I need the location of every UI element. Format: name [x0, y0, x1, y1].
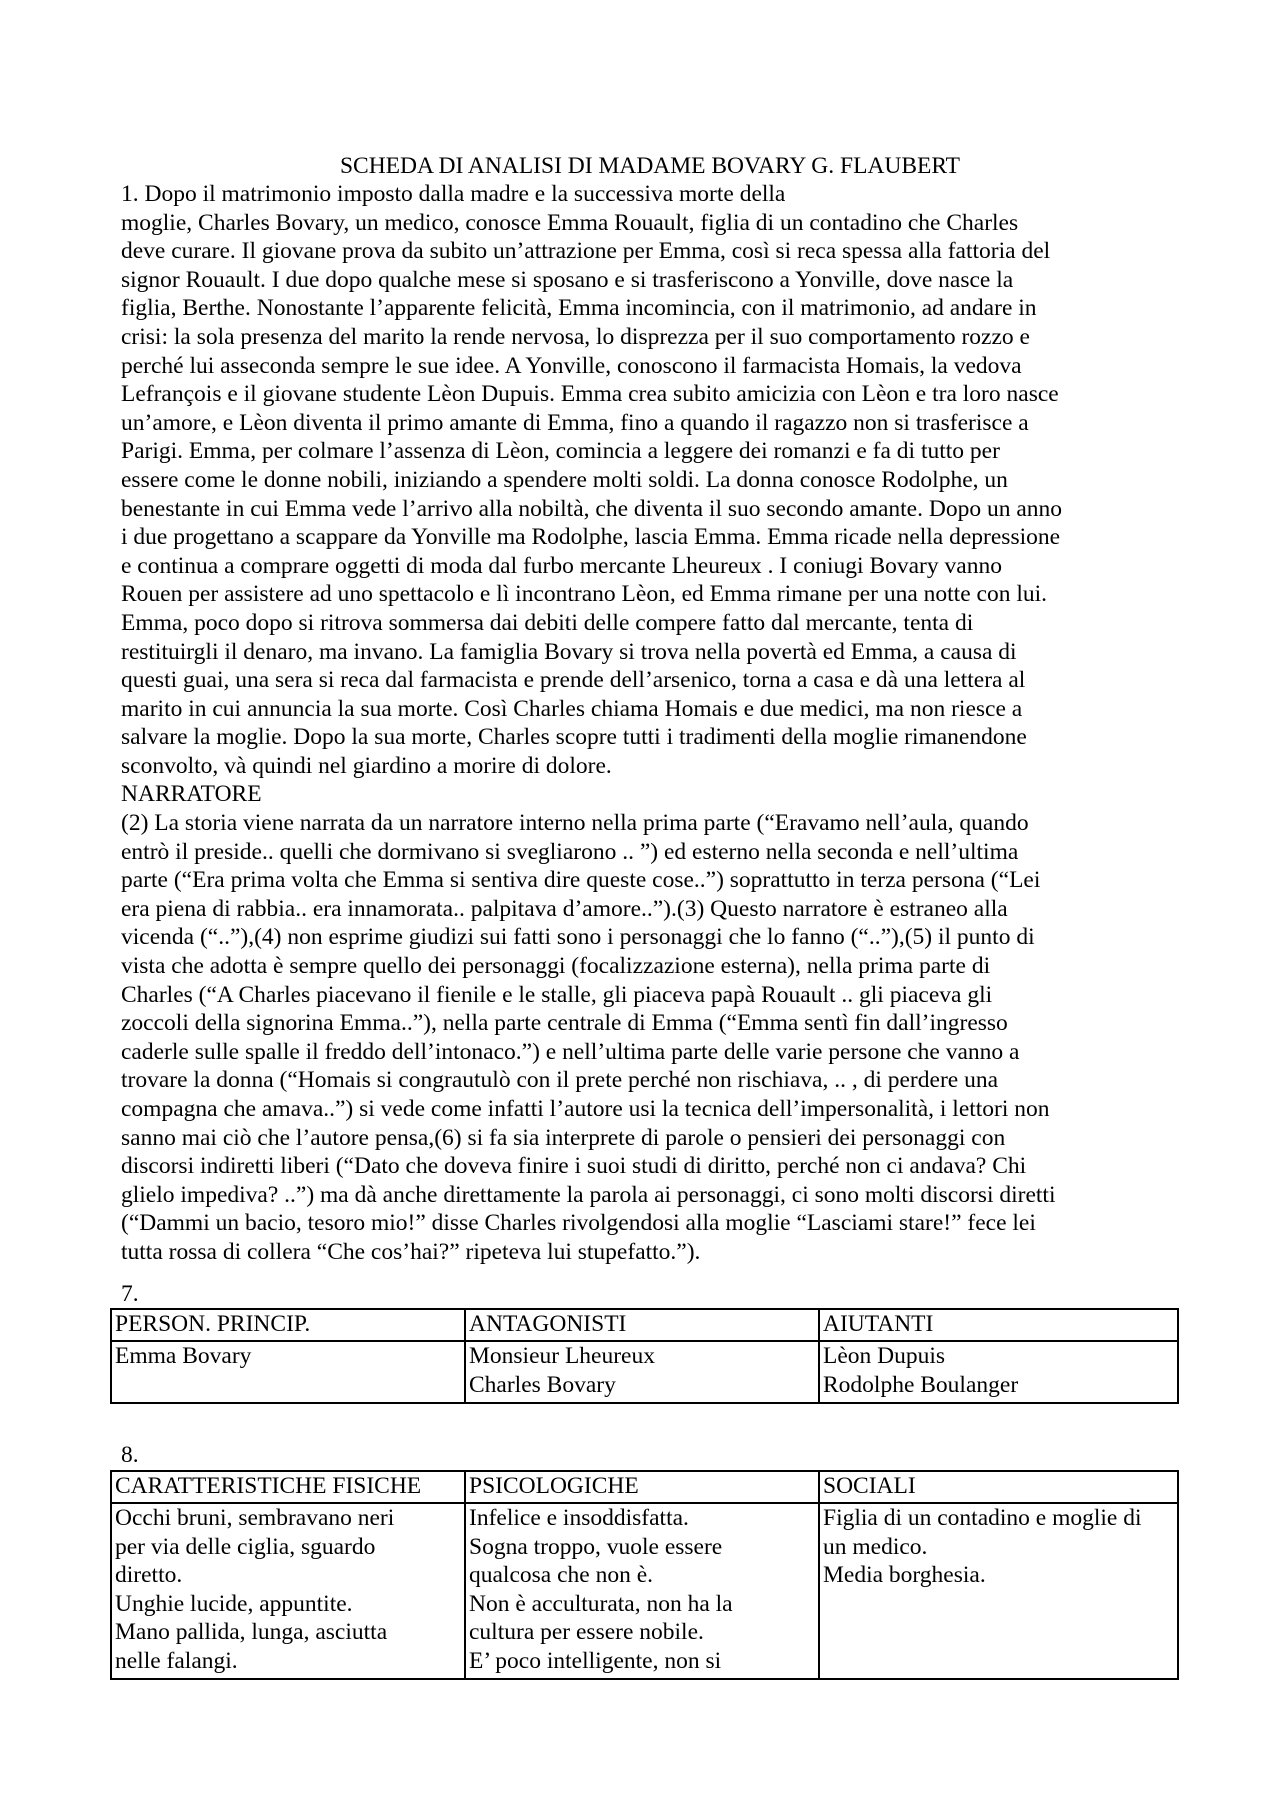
narrator-line: vicenda (“..”),(4) non esprime giudizi sui fatti sono i personaggi che lo fanno (“..”),(5) il punto di: [121, 924, 1035, 951]
summary-line: moglie, Charles Bovary, un medico, conosce Emma Rouault, figlia di un contadino che Charles: [121, 209, 1019, 236]
section-8-number: 8.: [121, 1442, 139, 1468]
table-header-row: [111, 1309, 1178, 1341]
summary-line: deve curare. Il giovane prova da subito un’attrazione per Emma, così si reca spessa alla fattoria del: [121, 238, 1051, 265]
narrator-line: era piena di rabbia.. era innamorata.. palpitava d’amore..”).(3) Questo narratore è estraneo alla: [121, 895, 1008, 922]
cell-text: Figlia di un contadino e moglie di: [823, 1505, 1142, 1531]
table-cell: [111, 1503, 465, 1679]
table-row: [111, 1503, 1178, 1679]
table-cell: [819, 1503, 1178, 1679]
document-body: [121, 180, 1171, 1267]
table-header-cell: ANTAGONISTI: [465, 1309, 819, 1341]
cell-text: Mano pallida, lunga, asciutta: [115, 1619, 388, 1646]
table-cell: [465, 1503, 819, 1679]
characters-table: [110, 1308, 1179, 1404]
narrator-line: trovare la donna (“Homais si congrautulò con il prete perché non rischiava, .. , di perdere una: [121, 1067, 999, 1094]
cell-text: Occhi bruni, sembravano neri: [115, 1505, 395, 1531]
summary-line: Lefrançois e il giovane studente Lèon Dupuis. Emma crea subito amicizia con Lèon e tra loro nasce: [121, 381, 1059, 408]
narrator-heading-text: NARRATORE: [121, 781, 262, 808]
cell-text: Lèon Dupuis: [823, 1343, 946, 1369]
cell-text: Unghie lucide, appuntite.: [115, 1590, 353, 1617]
narrator-line: zoccoli della signorina Emma..”), nella parte centrale di Emma (“Emma sentì fin dall’ingresso: [121, 1010, 1008, 1037]
narrator-paragraph: [121, 809, 1171, 1267]
summary-line: marito in cui annuncia la sua morte. Così Charles chiama Homais e due medici, ma non riesce a: [121, 695, 1023, 722]
table-cell: [819, 1341, 1178, 1403]
narrator-line: (2) La storia viene narrata da un narratore interno nella prima parte (“Eravamo nell’aula, quando: [121, 810, 1029, 837]
table-cell: [465, 1341, 819, 1403]
table-header-cell: PERSON. PRINCIP.: [111, 1309, 465, 1341]
document-title: SCHEDA DI ANALISI DI MADAME BOVARY G. FLAUBERT: [339, 153, 961, 179]
characteristics-table: [110, 1470, 1179, 1680]
cell-text: Rodolphe Boulanger: [823, 1371, 1019, 1398]
summary-line: perché lui asseconda sempre le sue idee. A Yonville, conoscono il farmacista Homais, la vedova: [121, 352, 1022, 379]
cell-text: Sogna troppo, vuole essere: [469, 1533, 723, 1560]
table-header-cell: PSICOLOGICHE: [465, 1471, 819, 1503]
table-header-cell: SOCIALI: [819, 1471, 1178, 1503]
table-cell: [111, 1341, 465, 1403]
narrator-heading: [121, 780, 1171, 809]
summary-line: questi guai, una sera si reca dal farmacista e prende dell’arsenico, torna a casa e dà una lettera al: [121, 667, 1026, 694]
cell-text: Infelice e insoddisfatta.: [469, 1505, 689, 1531]
summary-line: crisi: la sola presenza del marito la rende nervosa, lo disprezza per il suo comportamento rozzo e: [121, 323, 1030, 350]
summary-line: 1. Dopo il matrimonio imposto dalla madre e la successiva morte della: [121, 181, 786, 207]
cell-text: Charles Bovary: [469, 1371, 616, 1398]
summary-line: un’amore, e Lèon diventa il primo amante di Emma, fino a quando il ragazzo non si trasferisce a: [121, 409, 1029, 436]
section-7-number: 7.: [121, 1281, 139, 1307]
table-header-cell: AIUTANTI: [819, 1309, 1178, 1341]
cell-text: per via delle ciglia, sguardo: [115, 1533, 376, 1560]
cell-text: Media borghesia.: [823, 1562, 986, 1589]
narrator-line: entrò il preside.. quelli che dormivano si svegliarono .. ”) ed esterno nella seconda e nell’ultima: [121, 838, 1019, 865]
summary-line: essere come le donne nobili, iniziando a spendere molti soldi. La donna conosce Rodolphe, un: [121, 466, 1008, 493]
narrator-line: caderle sulle spalle il freddo dell’intonaco.”) e nell’ultima parte delle varie persone che vanno a: [121, 1038, 1020, 1065]
summary-line: figlia, Berthe. Nonostante l’apparente felicità, Emma incomincia, con il matrimonio, ad andare in: [121, 295, 1037, 322]
narrator-line: discorsi indiretti liberi (“Dato che doveva finire i suoi studi di diritto, perché non ci andava? Chi: [121, 1153, 1027, 1180]
summary-line: signor Rouault. I due dopo qualche mese si sposano e si trasferiscono a Yonville, dove nasce la: [121, 266, 1014, 293]
cell-text: qualcosa che non è.: [469, 1562, 654, 1589]
cell-text: nelle falangi.: [115, 1647, 238, 1674]
summary-line: i due progettano a scappare da Yonville ma Rodolphe, lascia Emma. Emma ricade nella depressione: [121, 524, 1061, 551]
summary-line: e continua a comprare oggetti di moda dal furbo mercante Lheureux . I coniugi Bovary vanno: [121, 552, 1002, 579]
cell-text: E’ poco intelligente, non si: [469, 1647, 722, 1674]
summary-line: Rouen per assistere ad uno spettacolo e lì incontrano Lèon, ed Emma rimane per una notte con lui.: [121, 581, 1048, 608]
narrator-line: parte (“Era prima volta che Emma si sentiva dire queste cose..”) soprattutto in terza persona (“Lei: [121, 867, 1041, 894]
cell-text: Monsieur Lheureux: [469, 1343, 655, 1369]
cell-text: Non è acculturata, non ha la: [469, 1590, 733, 1617]
summary-paragraph: [121, 180, 1171, 780]
cell-text: cultura per essere nobile.: [469, 1619, 704, 1646]
narrator-line: vista che adotta è sempre quello dei personaggi (focalizzazione esterna), nella prima parte di: [121, 953, 991, 980]
cell-text: Emma Bovary: [115, 1343, 252, 1369]
summary-line: salvare la moglie. Dopo la sua morte, Charles scopre tutti i tradimenti della moglie rimanendone: [121, 724, 1027, 751]
summary-line: sconvolto, và quindi nel giardino a morire di dolore.: [121, 752, 612, 779]
cell-text: un medico.: [823, 1533, 928, 1560]
narrator-line: (“Dammi un bacio, tesoro mio!” disse Charles rivolgendosi alla moglie “Lasciami stare!” fece lei: [121, 1210, 1036, 1237]
narrator-line: glielo impediva? ..”) ma dà anche direttamente la parola ai personaggi, ci sono molti discorsi diretti: [121, 1181, 1056, 1208]
table-row: [111, 1341, 1178, 1403]
table-header-cell: CARATTERISTICHE FISICHE: [111, 1471, 465, 1503]
summary-line: Parigi. Emma, per colmare l’assenza di Lèon, comincia a leggere dei romanzi e fa di tutto per: [121, 438, 1000, 465]
narrator-line: sanno mai ciò che l’autore pensa,(6) si fa sia interprete di parole o pensieri dei personaggi con: [121, 1124, 1006, 1151]
cell-text: diretto.: [115, 1562, 183, 1589]
summary-line: restituirgli il denaro, ma invano. La famiglia Bovary si trova nella povertà ed Emma, a causa di: [121, 638, 1017, 665]
narrator-line: compagna che amava..”) si vede come infatti l’autore usi la tecnica dell’impersonalità, i lettori non: [121, 1096, 1050, 1122]
narrator-line: Charles (“A Charles piacevano il fienile e le stalle, gli piaceva papà Rouault .. gli piaceva gli: [121, 981, 993, 1008]
summary-line: benestante in cui Emma vede l’arrivo alla nobiltà, che diventa il suo secondo amante. Dopo un anno: [121, 495, 1063, 522]
summary-line: Emma, poco dopo si ritrova sommersa dai debiti delle compere fatto dal mercante, tenta di: [121, 609, 974, 636]
table-header-row: [111, 1471, 1178, 1503]
narrator-line: tutta rossa di collera “Che cos’hai?” ripeteva lui stupefatto.”).: [121, 1238, 701, 1265]
